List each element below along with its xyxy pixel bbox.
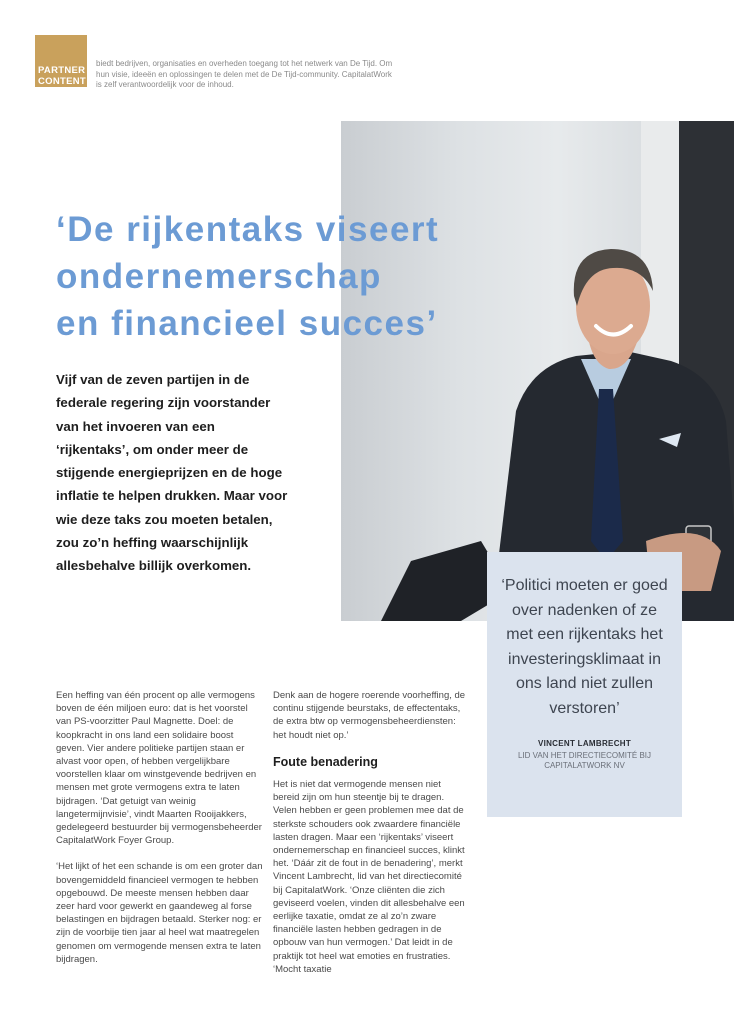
badge-line-2: CONTENT [38,76,87,87]
lead-paragraph: Vijf van de zeven partijen in de federale regering zijn voorstander van het invoeren van een ‘rijkentaks’, om onder meer de stijgende energieprijzen en de hoge inflatie te helpen drukken. Maar voor wie deze taks zou moeten betalen, zou zo’n heffing waarschijnlijk allesbehalve billijk overkomen. [56,372,288,574]
partner-disclaimer: biedt bedrijven, organisaties en overheden toegang tot het netwerk van De Tijd. Om hun visie, ideeën en oplossingen te delen met de De Tijd-community. CapitalatWork is zelf verantwoordelijk voor de inhoud. [96,59,393,89]
quote-author-role [487,751,682,771]
body-paragraph: Het is niet dat vermogende mensen niet bereid zijn om hun steentje bij te dragen. Velen hebben er geen problemen mee dat de sterkste schouders ook zwaardere financiële lasten dragen. Maar een ‘rijkentaks’ viseert ondernemerschap en financieel succes, klinkt het. ‘Dáár zit de fout in de benadering’, merkt Vincent Lambrecht, lid van het directiecomité bij CapitalatWork. ‘Onze cliënten die zich geviseerd voelen, vinden dit allesbehalve een eerlijke taxatie, omdat ze al zo’n zware financiële lasten hebben gedragen in de opbouw van hun vermogen.’ Dat leidt in de praktijk tot heel wat emoties en frustraties. ‘Mocht taxatie [273,779,465,975]
quote-author-role-line-1: LID VAN HET DIRECTIECOMITÉ BIJ [517,751,652,760]
quote-author-role-line-2: CAPITALATWORK NV [544,761,625,770]
article-title [56,206,576,347]
quote-author-name: VINCENT LAMBRECHT [537,739,632,748]
pull-quote-text: ‘Politici moeten er goed over nadenken of ze met een rijkentaks het investeringsklimaat in ons land niet zullen verstoren’ [501,577,668,717]
pull-quote-box [487,552,682,817]
section-heading: Foute benadering [273,754,378,769]
badge-line-1: PARTNER [38,65,86,76]
portrait-photo [341,121,734,621]
body-paragraph: ‘Het lijkt of het een schande is om een groter dan bovengemiddeld financieel vermogen te hebben opgebouwd. De meeste mensen hebben daar zeer hard voor gewerkt en gaandeweg al forse belastingen en bijdragen betaald. Sterker nog: er zijn de voorbije tien jaar al heel wat maatregelen genomen om vermogende mensen extra te laten bijdragen. [56,861,263,965]
body-column-1 [56,689,264,979]
body-paragraph: Een heffing van één procent op alle vermogens boven de één miljoen euro: dat is het voorstel van PS-voorzitter Paul Magnette. Doel: de koopkracht in ons land een solidaire boost geven. Vier andere politieke partijen staan er alvast voor open, of hebben vergelijkbare voorstellen klaar om winstgevende bedrijven en mensen met grote vermogens extra te laten bijdragen. ‘Dat getuigt van weinig langetermijnvisie’, vindt Maarten Rooijakkers, gedelegeerd bestuurder bij vermogensbeheerder CapitalatWork Foyer Group. [56,690,262,847]
title-line-1: ‘De rijkentaks viseert [56,210,440,249]
partner-content-badge [35,35,87,87]
body-column-2 [273,689,469,989]
body-paragraph: Denk aan de hogere roerende voorheffing, de continu stijgende beurstaks, de effectentaks, de extra btw op vermogensbeheerdiensten: het houdt niet op.’ [273,690,466,741]
title-line-3: en financieel succes’ [56,304,438,343]
title-line-2: ondernemerschap [56,257,382,296]
portrait-illustration [341,121,734,621]
